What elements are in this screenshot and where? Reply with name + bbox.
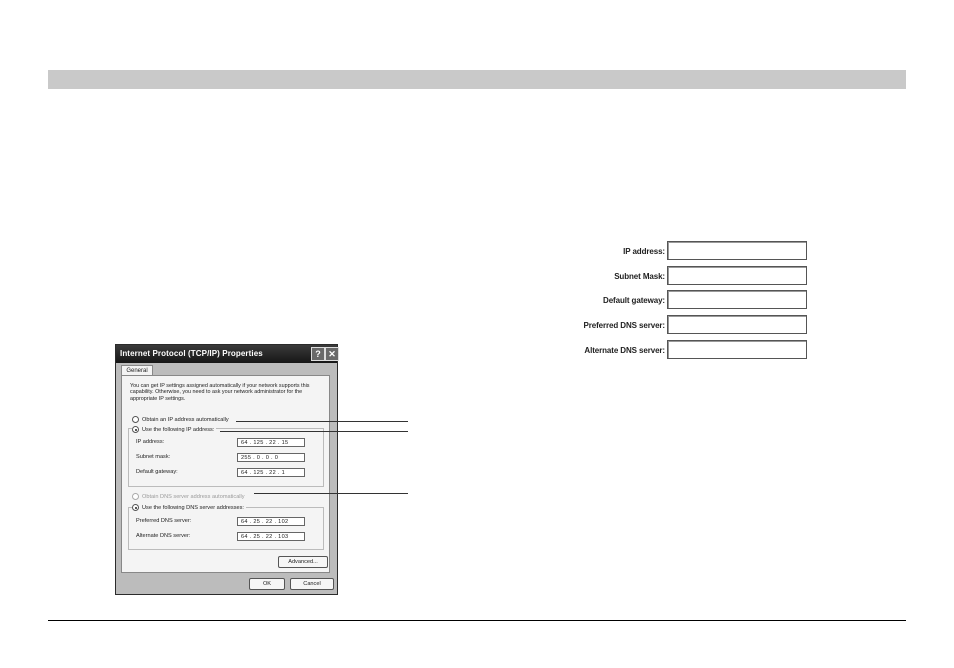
callout-line-obtain-ip (236, 421, 408, 422)
ok-button[interactable]: OK (249, 578, 285, 590)
obtain-ip-auto-option[interactable] (132, 416, 229, 423)
preferred-dns-field[interactable]: 64 . 25 . 22 . 102 (237, 517, 305, 526)
obtain-dns-auto-option[interactable] (132, 493, 245, 500)
ip-address-field[interactable]: 64 . 125 . 22 . 15 (237, 438, 305, 447)
help-button[interactable]: ? (311, 347, 325, 361)
form-subnet-mask-label: Subnet Mask: (614, 272, 665, 281)
general-panel (121, 375, 330, 573)
form-default-gateway-field[interactable] (667, 290, 807, 309)
use-dns-label: Use the following DNS server addresses: (142, 504, 244, 511)
header-band (48, 70, 906, 89)
form-default-gateway-label: Default gateway: (603, 296, 665, 305)
preferred-dns-label: Preferred DNS server: (136, 518, 192, 524)
form-ip-address-field[interactable] (667, 241, 807, 260)
dialog-title: Internet Protocol (TCP/IP) Properties (120, 349, 263, 358)
subnet-mask-field[interactable]: 255 . 0 . 0 . 0 (237, 453, 305, 462)
intro-text: You can get IP settings assigned automatically if your network supports this capability. Otherwise, you need to ask your network administrator for the appropriate IP settings. (130, 383, 310, 402)
obtain-dns-label: Obtain DNS server address automatically (142, 493, 245, 500)
alternate-dns-field[interactable]: 64 . 25 . 22 . 103 (237, 532, 305, 541)
default-gateway-field[interactable]: 64 . 125 . 22 . 1 (237, 468, 305, 477)
form-preferred-dns-field[interactable] (667, 315, 807, 334)
obtain-ip-label: Obtain an IP address automatically (142, 416, 229, 423)
use-dns-radio[interactable] (132, 504, 139, 511)
callout-line-use-ip (220, 431, 408, 432)
close-button[interactable]: ✕ (325, 347, 339, 361)
cancel-button[interactable]: Cancel (290, 578, 334, 590)
use-ip-option[interactable] (132, 426, 216, 433)
dns-group (128, 504, 324, 550)
dialog-titlebar (116, 345, 337, 363)
ip-address-label: IP address: (136, 439, 165, 445)
use-ip-label: Use the following IP address: (142, 426, 215, 433)
tab-general[interactable]: General (121, 365, 153, 377)
form-subnet-mask-field[interactable] (667, 266, 807, 285)
tcpip-properties-dialog (115, 344, 338, 595)
form-alternate-dns-field[interactable] (667, 340, 807, 359)
obtain-ip-radio[interactable] (132, 416, 139, 423)
alternate-dns-label: Alternate DNS server: (136, 533, 191, 539)
form-alternate-dns-label: Alternate DNS server: (584, 346, 665, 355)
use-dns-option[interactable] (132, 504, 246, 511)
obtain-dns-radio[interactable] (132, 493, 139, 500)
subnet-mask-label: Subnet mask: (136, 454, 171, 460)
callout-line-obtain-dns (254, 493, 408, 494)
use-ip-radio[interactable] (132, 426, 139, 433)
advanced-button[interactable]: Advanced... (278, 556, 328, 568)
default-gateway-label: Default gateway: (136, 469, 178, 475)
form-preferred-dns-label: Preferred DNS server: (583, 321, 665, 330)
footer-rule (48, 620, 906, 621)
form-ip-address-label: IP address: (623, 247, 665, 256)
